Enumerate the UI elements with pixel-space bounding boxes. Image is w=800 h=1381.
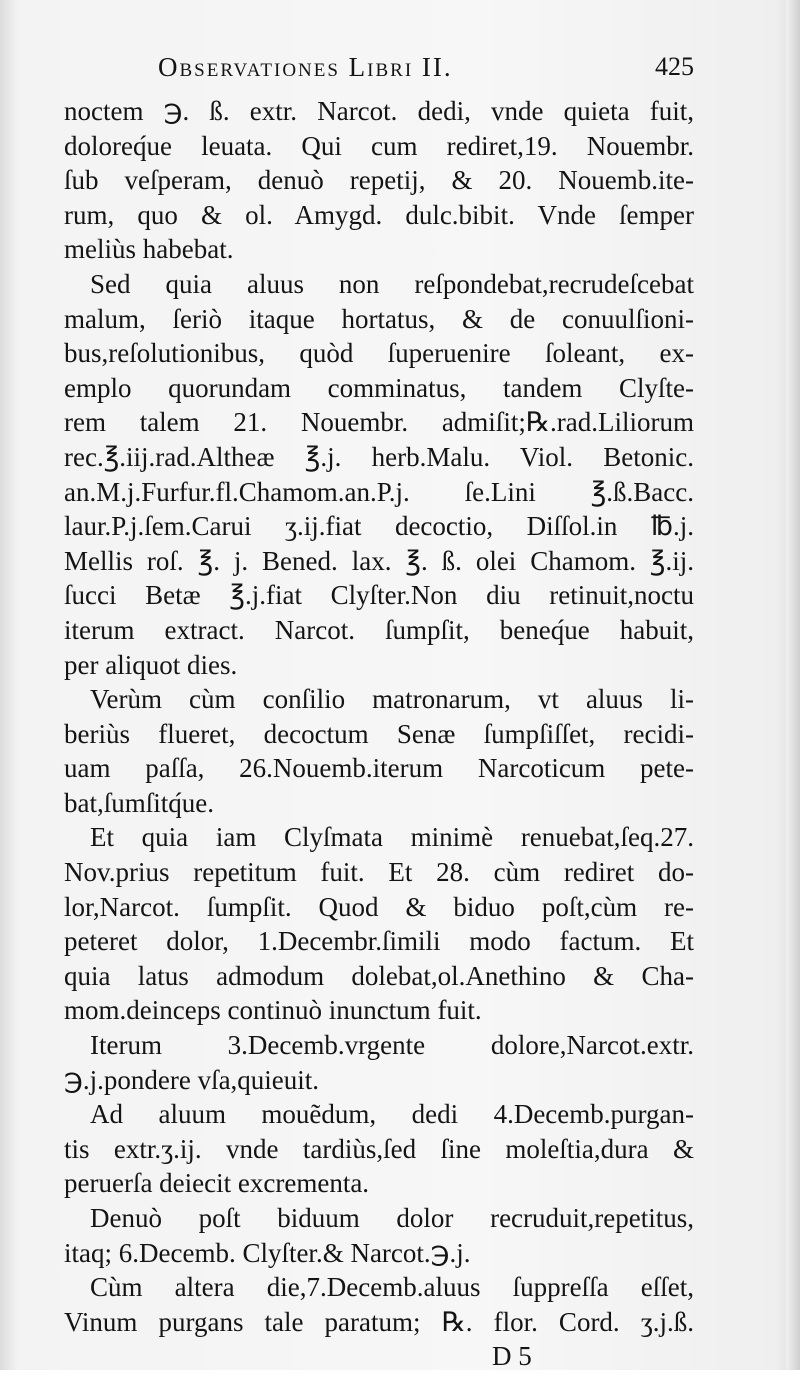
text-line: Cùm altera die,7.Decemb.aluus ſuppreſſa eſſet, bbox=[90, 1272, 694, 1303]
running-title: Observationes Libri II. bbox=[158, 52, 453, 82]
text-line: per aliquot dies. bbox=[64, 649, 238, 680]
text-line: an.M.j.Furfur.fl.Chamom.an.P.j. ſe.Lini ℥.ß.Bacc. bbox=[64, 476, 694, 507]
text-line: tis extr.ʒ.ij. vnde tardiùs,ſed ſine moleſtia,dura & bbox=[64, 1133, 694, 1164]
text-line: lor,Narcot. ſumpſit. Quod & biduo poſt,cùm re- bbox=[64, 891, 694, 922]
text-line: quia latus admodum dolebat,ol.Anethino & Cha- bbox=[64, 960, 694, 991]
text-line: noctem ℈. ß. extr. Narcot. dedi, vnde quieta fuit, bbox=[64, 96, 694, 126]
text-line: uam paſſa, 26.Nouemb.iterum Narcoticum pete- bbox=[64, 753, 694, 784]
body-text bbox=[64, 94, 694, 1339]
text-line: bat,ſumſitq́ue. bbox=[64, 787, 214, 818]
text-line: doloreq́ue leuata. Qui cum rediret,19. Nouembr. bbox=[64, 130, 694, 161]
text-line: laur.P.j.ſem.Carui ʒ.ij.fiat decoctio, Diſſol.in ℔.j. bbox=[64, 511, 694, 542]
text-line: ſub veſperam, denuò repetij, & 20. Nouemb.ite- bbox=[64, 165, 694, 196]
text-line: meliùs habebat. bbox=[64, 234, 234, 265]
text-line: bus,reſolutionibus, quòd ſuperuenire ſoleant, ex- bbox=[64, 338, 694, 369]
page-header bbox=[64, 46, 694, 94]
text-line: Sed quia aluus non reſpondebat,recrudeſcebat bbox=[90, 268, 694, 299]
text-line: Denuò poſt biduum dolor recruduit,repetitus, bbox=[90, 1203, 694, 1233]
text-line: beriùs flueret, decoctum Senæ ſumpſiſſet, recidi- bbox=[64, 718, 694, 749]
page-number: 425 bbox=[655, 52, 694, 81]
text-line: Vinum purgans tale paratum; ℞. flor. Cord. ʒ.j.ß. bbox=[64, 1306, 694, 1337]
text-line: ſucci Betæ ℥.j.fiat Clyſter.Non diu retinuit,noctu bbox=[64, 580, 694, 611]
text-line: Ad aluum mouẽdum, dedi 4.Decemb.purgan- bbox=[90, 1099, 694, 1130]
text-line: rum, quo & ol. Amygd. dulc.bibit. Vnde ſemper bbox=[64, 199, 694, 230]
text-line: iterum extract. Narcot. ſumpſit, beneq́ue habuit, bbox=[64, 614, 694, 645]
signature-mark: D 5 bbox=[492, 1341, 532, 1372]
text-line: Et quia iam Clyſmata minimè renuebat,ſeq.27. bbox=[90, 822, 694, 853]
text-line: Mellis roſ. ℥. j. Bened. lax. ℥. ß. olei Chamom. ℥.ij. bbox=[64, 545, 694, 576]
text-line: itaq; 6.Decemb. Clyſter.& Narcot.℈.j. bbox=[64, 1237, 471, 1268]
text-line: Iterum 3.Decemb.vrgente dolore,Narcot.extr. bbox=[90, 1030, 694, 1061]
text-line: Verùm cùm conſilio matronarum, vt aluus li- bbox=[90, 684, 694, 715]
text-line: Nov.prius repetitum fuit. Et 28. cùm rediret do- bbox=[64, 857, 694, 888]
page-edge-shadow bbox=[786, 0, 800, 1370]
text-line: rec.℥.iij.rad.Altheæ ℥.j. herb.Malu. Viol. Betonic. bbox=[64, 441, 694, 472]
text-line: peruerſa deiecit excrementa. bbox=[64, 1168, 370, 1199]
text-line: emplo quorundam comminatus, tandem Clyſte- bbox=[64, 372, 694, 403]
text-line: mom.deinceps continuò inunctum fuit. bbox=[64, 995, 482, 1026]
text-line: peteret dolor, 1.Decembr.ſimili modo factum. Et bbox=[64, 926, 694, 957]
text-line: malum, ſeriò itaque hortatus, & de conuulſioni- bbox=[64, 303, 694, 334]
page-footer bbox=[64, 1341, 694, 1381]
text-line: rem talem 21. Nouembr. admiſit;℞.rad.Liliorum bbox=[64, 407, 694, 438]
text-line: ℈.j.pondere vſa,quieuit. bbox=[64, 1064, 320, 1095]
book-page bbox=[64, 46, 694, 1381]
